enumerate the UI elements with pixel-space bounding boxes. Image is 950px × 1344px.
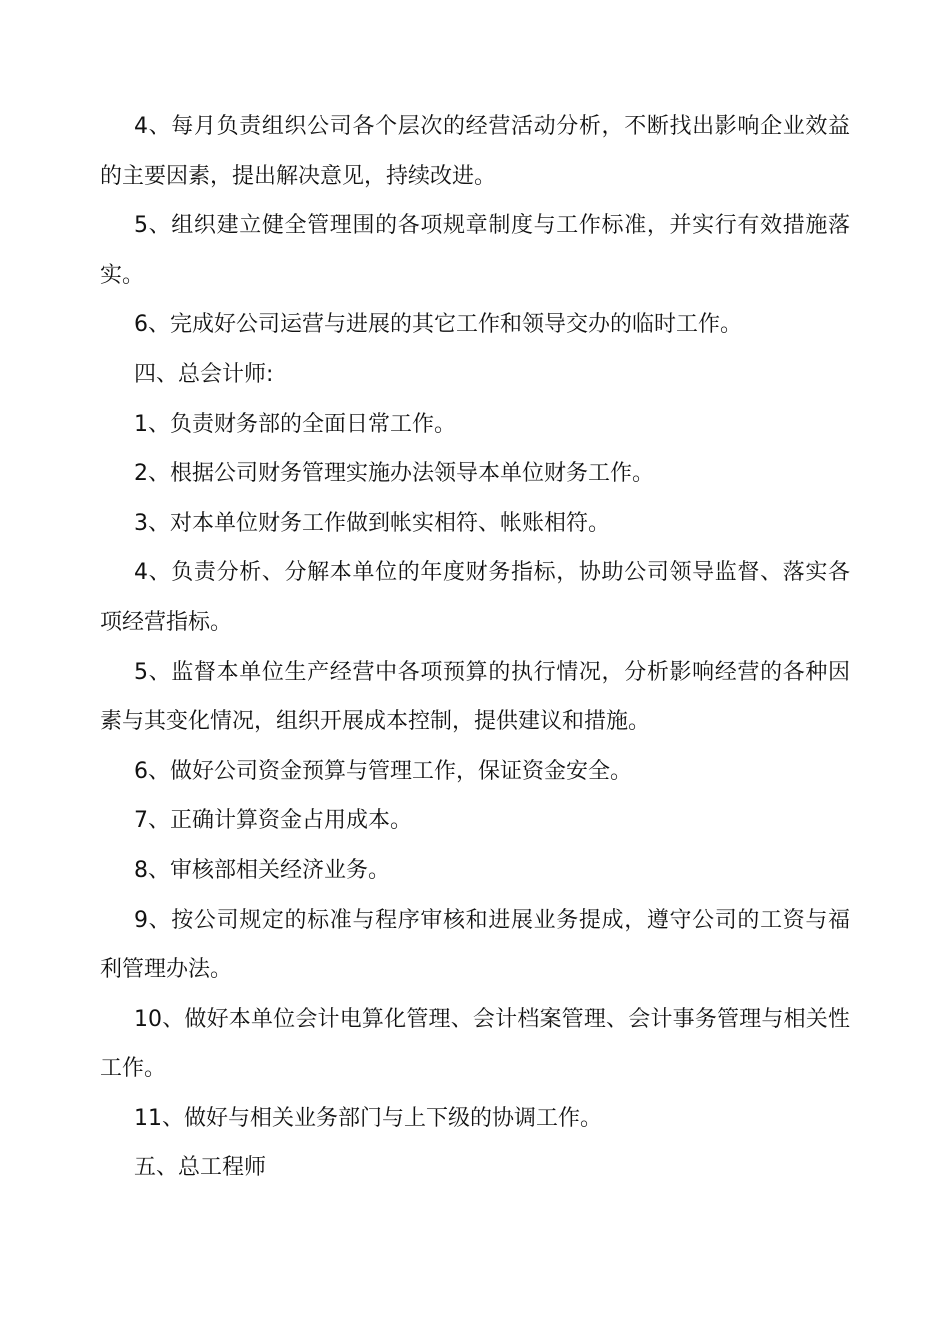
paragraph: 5、监督本单位生产经营中各项预算的执行情况，分析影响经营的各种因素与其变化情况，组织开展成本控制，提供建议和措施。 — [100, 659, 850, 735]
section-heading: 五、总工程师 — [134, 1155, 267, 1181]
paragraph: 2、根据公司财务管理实施办法领导本单位财务工作。 — [134, 461, 654, 487]
paragraph: 1、负责财务部的全面日常工作。 — [134, 411, 456, 437]
paragraph: 5、组织建立健全管理围的各项规章制度与工作标准，并实行有效措施落实。 — [100, 213, 850, 288]
paragraph: 4、每月负责组织公司各个层次的经营活动分析，不断找出影响企业效益的主要因素，提出解决意见，持续改进。 — [100, 114, 850, 189]
paragraph: 10、做好本单位会计电算化管理、会计档案管理、会计事务管理与相关性工作。 — [100, 1006, 850, 1082]
paragraph: 8、审核部相关经济业务。 — [134, 857, 390, 883]
paragraph: 3、对本单位财务工作做到帐实相符、帐账相符。 — [134, 510, 610, 536]
section-heading: 四、总会计师: — [134, 361, 274, 387]
paragraph: 4、负责分析、分解本单位的年度财务指标，协助公司领导监督、落实各项经营指标。 — [100, 560, 850, 635]
paragraph: 6、做好公司资金预算与管理工作，保证资金安全。 — [134, 758, 632, 784]
paragraph: 7、正确计算资金占用成本。 — [134, 808, 412, 834]
paragraph: 11、做好与相关业务部门与上下级的协调工作。 — [134, 1105, 602, 1131]
paragraph: 6、完成好公司运营与进展的其它工作和领导交办的临时工作。 — [134, 312, 742, 338]
document-body — [100, 102, 850, 1193]
paragraph: 9、按公司规定的标准与程序审核和进展业务提成，遵守公司的工资与福利管理办法。 — [100, 907, 850, 983]
